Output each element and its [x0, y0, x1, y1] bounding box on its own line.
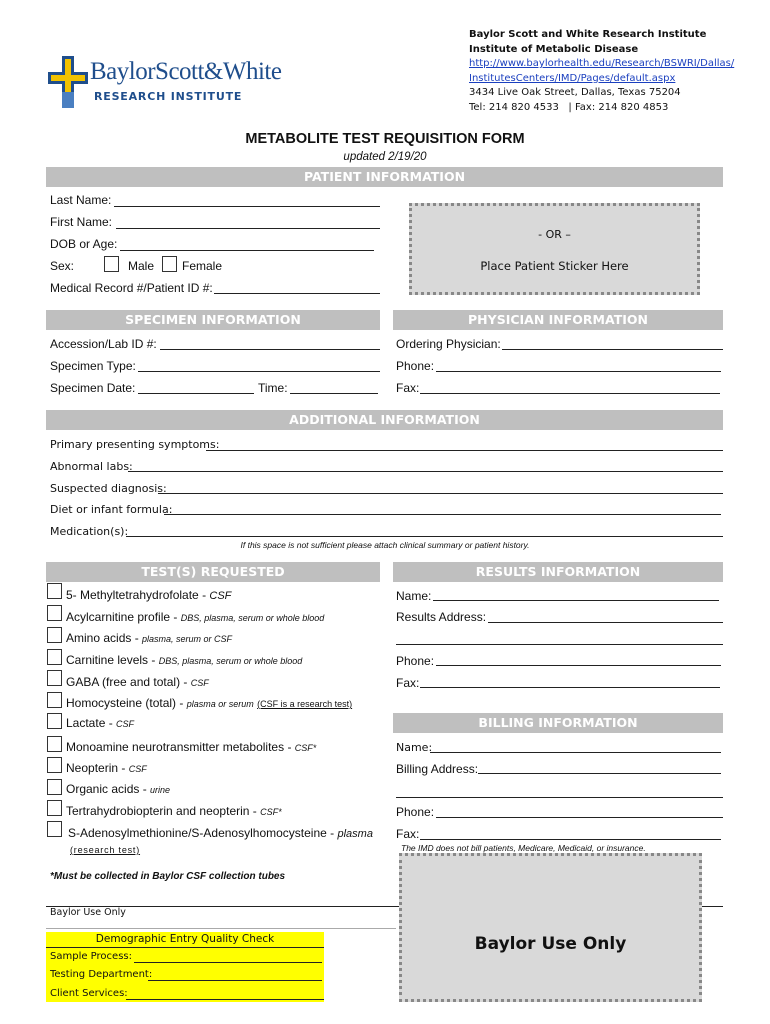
test-item — [66, 588, 231, 602]
client-services-label: Client Services: — [50, 988, 128, 999]
sticker-instruction: Place Patient Sticker Here — [480, 259, 629, 273]
test-name: Acylcarnitine profile - — [66, 610, 181, 624]
test-specimen: plasma, serum or CSF — [142, 634, 233, 644]
test-specimen: plasma — [337, 828, 373, 840]
test-item — [68, 826, 373, 840]
page-title: METABOLITE TEST REQUISITION FORM — [245, 131, 525, 147]
accession-field[interactable] — [160, 349, 380, 350]
baylor-use-label: Baylor Use Only — [50, 907, 126, 918]
test-name: GABA (free and total) - — [66, 675, 191, 689]
male-checkbox[interactable] — [104, 256, 119, 272]
results-address-label: Results Address: — [396, 610, 487, 624]
diet-field[interactable] — [164, 514, 721, 515]
results-address-field[interactable] — [488, 622, 723, 623]
csf-collection-note: *Must be collected in Baylor CSF collection tubes — [50, 871, 286, 882]
test-specimen: plasma or serum — [186, 699, 254, 709]
test-checkbox[interactable] — [47, 713, 62, 729]
female-label: Female — [182, 259, 223, 273]
female-checkbox[interactable] — [162, 256, 177, 272]
baylor-use-box — [399, 853, 702, 1002]
diagnosis-label: Suspected diagnosis: — [50, 482, 167, 495]
first-name-field[interactable] — [116, 228, 380, 229]
male-label: Male — [128, 259, 155, 273]
logo-name: BaylorScott&White — [90, 58, 282, 85]
additional-note: If this space is not sufficient please attach clinical summary or patient history. — [240, 540, 530, 550]
medications-label: Medication(s): — [50, 525, 129, 538]
institute-url-line2[interactable]: InstitutesCenters/IMD/Pages/default.aspx — [469, 72, 676, 84]
sex-label: Sex: — [50, 259, 75, 273]
test-item — [66, 761, 147, 775]
specimen-type-field[interactable] — [138, 371, 380, 372]
physician-phone-field[interactable] — [436, 371, 721, 372]
testing-department-field[interactable] — [148, 980, 322, 981]
test-name: Organic acids - — [66, 782, 151, 796]
specimen-time-label: Time: — [258, 381, 288, 395]
test-name: Tertrahydrobiopterin and neopterin - — [66, 804, 261, 818]
physician-info-heading: PHYSICIAN INFORMATION — [393, 310, 723, 330]
testing-department-label: Testing Department: — [50, 969, 153, 980]
test-name: Homocysteine (total) - — [66, 696, 187, 710]
billing-fax-field[interactable] — [420, 839, 721, 840]
test-item — [66, 804, 282, 818]
test-checkbox[interactable] — [47, 779, 62, 795]
logo-cross-icon — [48, 56, 88, 108]
billing-name-label: Name: — [396, 741, 433, 754]
logo-subtitle: RESEARCH INSTITUTE — [94, 90, 243, 103]
homocysteine-note: (CSF is a research test) — [257, 699, 353, 709]
test-specimen: CSF* — [294, 743, 317, 753]
abnormal-labs-label: Abnormal labs: — [50, 460, 133, 473]
symptoms-label: Primary presenting symptoms: — [50, 438, 220, 451]
results-fax-label: Fax: — [396, 676, 420, 690]
test-specimen: DBS, plasma, serum or whole blood — [158, 656, 303, 666]
baylor-use-divider-2 — [46, 928, 396, 929]
test-checkbox[interactable] — [47, 670, 62, 686]
test-item — [66, 610, 324, 624]
results-name-label: Name: — [396, 589, 432, 603]
billing-name-field[interactable] — [430, 752, 721, 753]
billing-info-heading: BILLING INFORMATION — [393, 713, 723, 733]
test-name: 5- Methyltetrahydrofolate - — [66, 588, 210, 602]
updated-date: updated 2/19/20 — [343, 151, 427, 163]
test-name: Lactate - — [66, 716, 117, 730]
institute-name: Baylor Scott and White Research Institute — [469, 29, 707, 40]
institute-url-line1[interactable]: http://www.baylorhealth.edu/Research/BSWRI/Dallas/ — [469, 58, 735, 69]
billing-note: The IMD does not bill patients, Medicare, Medicaid, or insurance. — [401, 843, 646, 853]
billing-phone-field[interactable] — [436, 817, 723, 818]
dob-field[interactable] — [120, 250, 374, 251]
billing-address-field-2[interactable] — [396, 797, 723, 798]
first-name-label: First Name: — [50, 215, 113, 229]
same-research-note: (research test) — [70, 845, 141, 855]
results-info-heading: RESULTS INFORMATION — [393, 562, 723, 582]
diagnosis-field[interactable] — [158, 493, 723, 494]
billing-phone-label: Phone: — [396, 805, 435, 819]
test-specimen: urine — [150, 785, 171, 795]
test-checkbox[interactable] — [47, 605, 62, 621]
diet-label: Diet or infant formula: — [50, 503, 173, 516]
additional-info-heading: ADDITIONAL INFORMATION — [46, 410, 723, 430]
test-checkbox[interactable] — [47, 821, 62, 837]
sample-process-label: Sample Process: — [50, 951, 132, 962]
test-item — [66, 782, 170, 796]
institute-contact: Tel: 214 820 4533 | Fax: 214 820 4853 — [469, 101, 669, 113]
results-name-field[interactable] — [433, 600, 719, 601]
patient-sticker-area — [409, 203, 700, 295]
results-phone-field[interactable] — [436, 665, 721, 666]
physician-fax-label: Fax: — [396, 381, 420, 395]
tests-heading: TEST(S) REQUESTED — [46, 562, 380, 582]
accession-label: Accession/Lab ID #: — [50, 337, 157, 351]
test-specimen: CSF — [209, 590, 232, 602]
billing-address-label: Billing Address: — [396, 762, 479, 776]
baylor-use-box-label: Baylor Use Only — [474, 934, 627, 954]
specimen-info-heading: SPECIMEN INFORMATION — [46, 310, 380, 330]
institute-address: 3434 Live Oak Street, Dallas, Texas 75204 — [469, 87, 681, 98]
abnormal-labs-field[interactable] — [128, 471, 723, 472]
dob-label: DOB or Age: — [50, 237, 118, 251]
test-name: S-Adenosylmethionine/S-Adenosylhomocysteine - — [68, 826, 338, 840]
results-fax-field[interactable] — [420, 687, 720, 688]
specimen-date-field[interactable] — [138, 393, 254, 394]
test-name: Amino acids - — [66, 631, 143, 645]
specimen-date-label: Specimen Date: — [50, 381, 136, 395]
symptoms-field[interactable] — [206, 450, 723, 451]
results-phone-label: Phone: — [396, 654, 435, 668]
test-specimen: CSF — [128, 764, 147, 774]
test-name: Carnitine levels - — [66, 653, 159, 667]
billing-fax-label: Fax: — [396, 827, 420, 841]
test-name: Monoamine neurotransmitter metabolites - — [66, 740, 295, 754]
mrn-label: Medical Record #/Patient ID #: — [50, 281, 213, 295]
ordering-physician-label: Ordering Physician: — [396, 337, 501, 351]
test-item — [66, 631, 232, 645]
qc-heading: Demographic Entry Quality Check — [95, 933, 275, 945]
test-specimen: CSF — [116, 719, 135, 729]
division-name: Institute of Metabolic Disease — [469, 43, 639, 55]
institute-info — [469, 28, 734, 115]
sample-process-field[interactable] — [134, 962, 322, 963]
test-checkbox[interactable] — [47, 649, 62, 665]
physician-phone-label: Phone: — [396, 359, 435, 373]
test-item — [66, 740, 316, 754]
test-specimen: CSF* — [260, 807, 282, 817]
patient-info-heading: PATIENT INFORMATION — [46, 167, 723, 187]
test-checkbox[interactable] — [47, 757, 62, 773]
specimen-time-field[interactable] — [290, 393, 378, 394]
test-item — [66, 653, 302, 667]
billing-address-field[interactable] — [478, 773, 721, 774]
client-services-field[interactable] — [126, 999, 324, 1000]
sticker-or-text: - OR – — [538, 228, 571, 241]
qc-heading-underline — [46, 947, 324, 948]
test-item — [66, 675, 209, 689]
test-checkbox[interactable] — [47, 692, 62, 708]
test-name: Neopterin - — [66, 761, 129, 775]
medications-field[interactable] — [126, 536, 723, 537]
last-name-field[interactable] — [114, 206, 380, 207]
logo — [48, 56, 282, 112]
test-item — [66, 696, 352, 710]
physician-fax-field[interactable] — [420, 393, 720, 394]
specimen-type-label: Specimen Type: — [50, 359, 136, 373]
test-checkbox[interactable] — [47, 583, 62, 599]
ordering-physician-field[interactable] — [502, 349, 723, 350]
test-checkbox[interactable] — [47, 800, 62, 816]
test-item — [66, 716, 134, 730]
last-name-label: Last Name: — [50, 193, 112, 207]
test-checkbox[interactable] — [47, 736, 62, 752]
test-specimen: CSF — [190, 678, 209, 688]
test-checkbox[interactable] — [47, 627, 62, 643]
mrn-field[interactable] — [214, 293, 380, 294]
test-specimen: DBS, plasma, serum or whole blood — [180, 613, 325, 623]
results-address-field-2[interactable] — [396, 644, 723, 645]
